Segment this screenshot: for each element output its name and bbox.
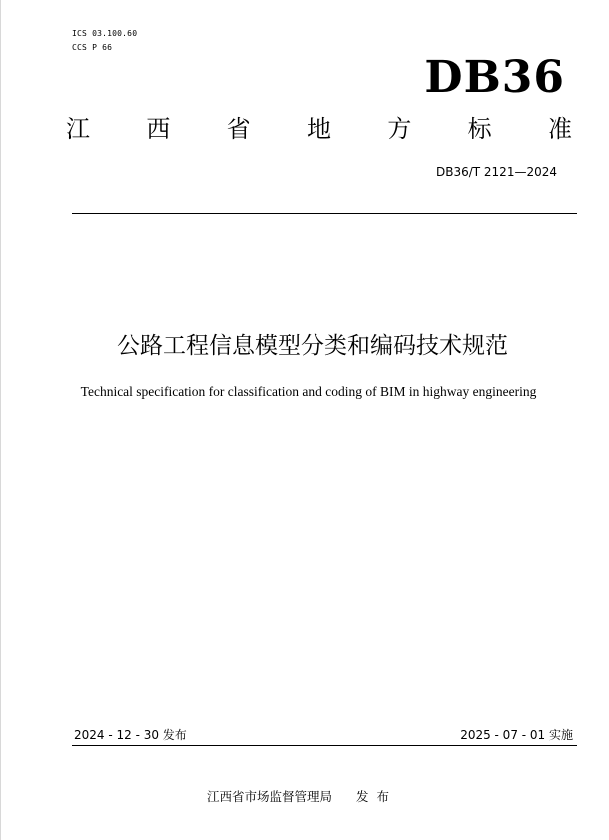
header-divider: [72, 213, 577, 214]
publisher-line: [207, 788, 397, 806]
page-edge: [0, 0, 1, 840]
publisher-name: 江西省市场监督管理局: [207, 789, 333, 804]
ics-code: ICS 03.100.60: [72, 29, 138, 38]
issue-date: 2024 - 12 - 30 发布: [74, 728, 187, 742]
standard-type-char: 准: [547, 115, 572, 143]
title-english: Technical specification for classification and coding of BIM in highway engineering: [80, 384, 537, 399]
standard-type-char: 方: [387, 115, 412, 143]
standard-type-char: 地: [306, 115, 331, 143]
footer-divider: [72, 745, 577, 746]
title-chinese: 公路工程信息模型分类和编码技术规范: [117, 333, 508, 359]
classification-codes: [72, 27, 137, 55]
standard-number: DB36/T 2121—2024: [435, 165, 557, 179]
standard-type-char: 标: [467, 115, 492, 143]
standard-type-heading: [66, 113, 572, 145]
standard-type-char: 省: [226, 115, 251, 143]
implementation-date: 2025 - 07 - 01 实施: [460, 728, 573, 742]
standard-type-char: 江: [66, 115, 90, 143]
standard-brand-mark: DB36: [424, 52, 565, 103]
issued-label: 发布: [356, 789, 398, 804]
standard-type-char: 西: [146, 115, 171, 143]
ccs-code: CCS P 66: [72, 43, 113, 52]
